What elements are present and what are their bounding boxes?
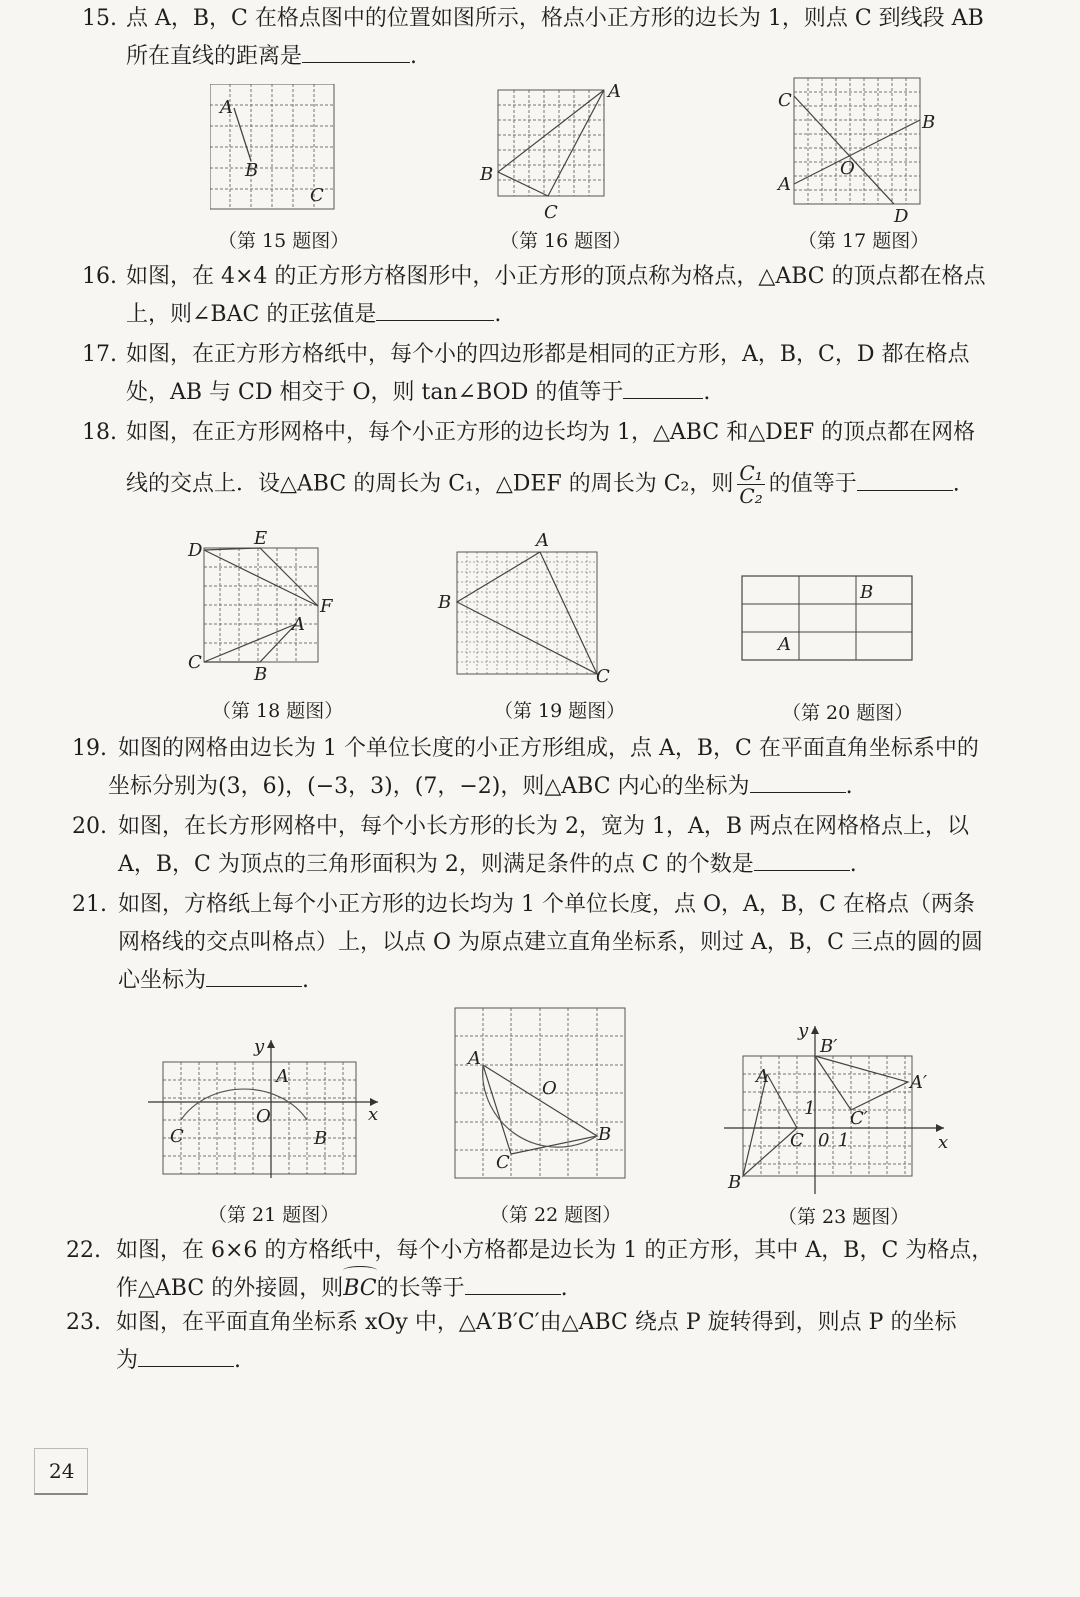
label-B: B <box>922 112 936 133</box>
label-y: y <box>254 1036 265 1057</box>
label-O: O <box>840 158 855 179</box>
label-C: C <box>596 666 610 687</box>
question-text: 如图的网格由边长为 1 个单位长度的小正方形组成，点 A，B，C 在平面直角坐标系中的 <box>118 736 979 761</box>
label-C: C <box>778 90 792 111</box>
label-F: F <box>320 596 333 617</box>
question-text: 如图，在正方形方格纸中，每个小的四边形都是相同的正方形，A，B，C，D 都在格点 <box>126 342 970 367</box>
answer-blank[interactable] <box>750 768 846 793</box>
label-A: A <box>220 97 233 118</box>
caption-16: （第 16 题图） <box>500 230 632 252</box>
page-number-box <box>34 1448 88 1495</box>
answer-blank[interactable] <box>623 374 703 399</box>
page-number: 24 <box>49 1459 75 1483</box>
label-A: A <box>276 1066 289 1087</box>
label-A: A <box>468 1048 481 1069</box>
question-text-2: 所在直线的距离是 . <box>126 38 417 76</box>
label-B: B <box>254 664 268 685</box>
figure-19 <box>434 528 620 688</box>
question-text: 点 A，B，C 在格点图中的位置如图所示，格点小正方形的边长为 1，则点 C 到线段 AB <box>126 6 984 31</box>
figure-23 <box>722 1018 954 1194</box>
label-C: C <box>544 202 558 220</box>
question-number: 19. <box>72 736 107 761</box>
label-A: A <box>292 614 305 635</box>
caption-23: （第 23 题图） <box>778 1206 910 1228</box>
answer-blank[interactable] <box>754 846 850 871</box>
question-number: 21. <box>72 892 107 917</box>
label-O: O <box>256 1106 271 1127</box>
label-y: y <box>798 1020 809 1041</box>
label-A: A <box>778 174 791 195</box>
figure-20 <box>740 574 914 664</box>
label-C: C <box>790 1130 804 1151</box>
label-B: B <box>314 1128 328 1149</box>
caption-19: （第 19 题图） <box>494 700 626 722</box>
question-number: 17. <box>82 342 117 367</box>
label-O: O <box>542 1078 557 1099</box>
question-number: 22. <box>66 1238 101 1263</box>
label-origin-0: 0 <box>818 1130 830 1151</box>
label-B-prime: B′ <box>820 1036 838 1057</box>
fraction-c1-c2: $\frac{\text{C₁}}{\text{C₂}}$ <box>739 461 763 508</box>
label-1-x: 1 <box>838 1130 850 1151</box>
label-C: C <box>188 652 202 673</box>
label-C: C <box>170 1126 184 1147</box>
question-text-2: 处，AB 与 CD 相交于 O，则 tan∠BOD 的值等于 . <box>126 374 710 412</box>
label-D: D <box>894 206 909 226</box>
label-A-prime: A′ <box>910 1072 928 1093</box>
figure-17 <box>776 74 946 226</box>
caption-18: （第 18 题图） <box>212 700 344 722</box>
label-D: D <box>188 540 203 561</box>
question-text-2: A，B，C 为顶点的三角形面积为 2，则满足条件的点 C 的个数是 . <box>118 846 857 884</box>
caption-20: （第 20 题图） <box>782 702 914 724</box>
label-A: A <box>756 1066 769 1087</box>
label-A: A <box>608 81 621 102</box>
question-text-2: 作△ABC 的外接圆，则BC的长等于 . <box>116 1270 568 1308</box>
question-text-2: 网格线的交点叫格点）上，以点 O 为原点建立直角坐标系，则过 A，B，C 三点的圆的圆 <box>118 930 983 955</box>
question-number: 23. <box>66 1310 101 1335</box>
question-text-3: 心坐标为 . <box>118 962 309 1000</box>
label-B: B <box>245 160 259 181</box>
question-text: 如图，在平面直角坐标系 xOy 中，△A′B′C′由△ABC 绕点 P 旋转得到，则点 P 的坐标 <box>116 1310 957 1335</box>
figure-15 <box>210 84 340 214</box>
figure-21 <box>144 1034 388 1180</box>
label-x: x <box>368 1104 379 1125</box>
arc-bc: BC <box>343 1270 376 1308</box>
answer-blank[interactable] <box>465 1270 561 1295</box>
answer-blank[interactable] <box>857 466 953 491</box>
answer-blank[interactable] <box>376 296 494 321</box>
label-B: B <box>860 582 874 603</box>
question-text: 如图，在 4×4 的正方形方格图形中，小正方形的顶点称为格点，△ABC 的顶点都在格点 <box>126 264 986 289</box>
label-1-y: 1 <box>804 1098 816 1119</box>
answer-blank[interactable] <box>138 1342 234 1367</box>
label-A: A <box>536 530 549 551</box>
figure-16 <box>478 80 628 220</box>
label-C-prime: C′ <box>850 1108 868 1129</box>
question-text-2: 线的交点上．设△ABC 的周长为 C₁，△DEF 的周长为 C₂，则 $\frac{\text{C₁}}{\text{C₂}}$ 的值等于 . <box>126 461 960 508</box>
question-text: 如图，在 6×6 的方格纸中，每个小方格都是边长为 1 的正方形，其中 A，B，C 为格点， <box>116 1238 994 1263</box>
figure-22 <box>454 1006 630 1186</box>
answer-blank[interactable] <box>302 38 410 63</box>
question-text-2: 上，则∠BAC 的正弦值是 . <box>126 296 501 334</box>
label-x: x <box>938 1132 949 1153</box>
question-number: 20. <box>72 814 107 839</box>
label-B: B <box>480 164 494 185</box>
label-B: B <box>728 1172 742 1193</box>
caption-17: （第 17 题图） <box>798 230 930 252</box>
question-number: 18. <box>82 420 117 445</box>
figure-18 <box>182 526 342 686</box>
caption-21: （第 21 题图） <box>208 1204 340 1226</box>
question-text: 如图，在长方形网格中，每个小长方形的长为 2，宽为 1，A，B 两点在网格格点上，以 <box>118 814 970 839</box>
label-E: E <box>254 528 268 549</box>
answer-blank[interactable] <box>206 962 302 987</box>
caption-15: （第 15 题图） <box>218 230 350 252</box>
label-B: B <box>438 592 452 613</box>
question-number: 16. <box>82 264 117 289</box>
label-A: A <box>778 634 791 655</box>
label-B: B <box>598 1124 612 1145</box>
caption-22: （第 22 题图） <box>490 1204 622 1226</box>
question-number: 15. <box>82 6 117 31</box>
question-text: 如图，在正方形网格中，每个小正方形的边长均为 1，△ABC 和△DEF 的顶点都在网格 <box>126 420 976 445</box>
question-text-2: 坐标分别为(3，6)，(−3，3)，(7，−2)，则△ABC 内心的坐标为 . <box>108 768 853 806</box>
label-C: C <box>496 1152 510 1173</box>
label-C: C <box>310 185 324 206</box>
question-text: 如图，方格纸上每个小正方形的边长均为 1 个单位长度，点 O，A，B，C 在格点（两条 <box>118 892 975 917</box>
question-text-2: 为 . <box>116 1342 241 1380</box>
